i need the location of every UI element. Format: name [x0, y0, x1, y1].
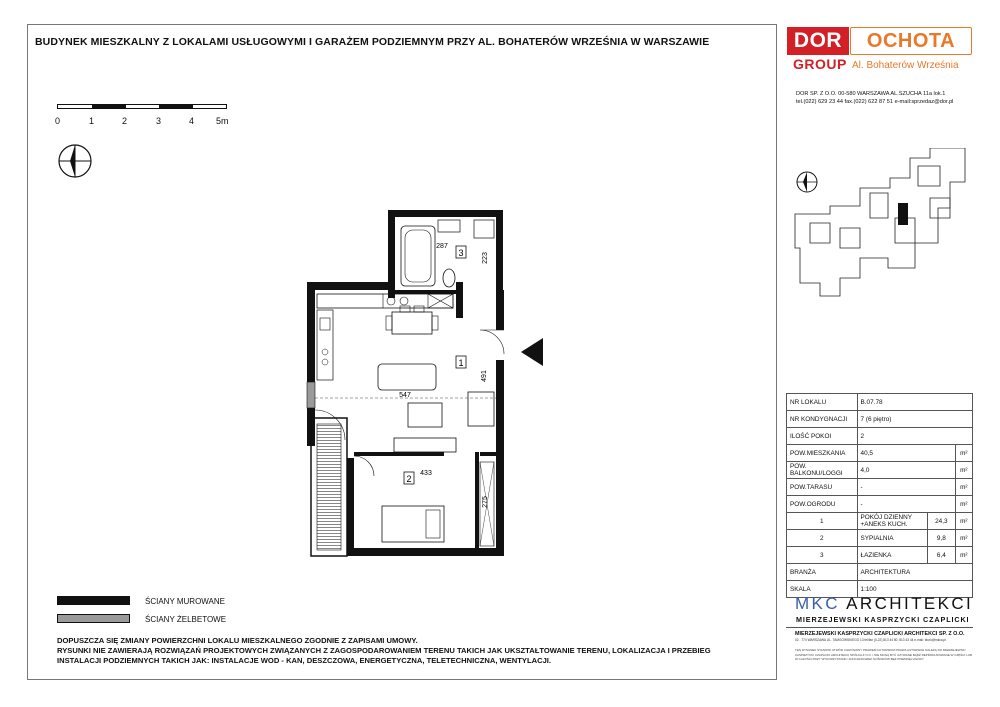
scale-label: 4	[189, 116, 195, 126]
entrance-door	[480, 330, 504, 354]
table-cell-room-area: 6,4	[928, 547, 956, 564]
architect-logo-architekci: ARCHITEKCI	[846, 594, 974, 613]
table-cell-room-area: 9,8	[928, 530, 956, 547]
table-cell-label: POW.OGRODU	[787, 496, 858, 513]
table-row	[787, 530, 973, 547]
washbasin	[438, 220, 460, 232]
table-cell-value: B.07.78	[857, 394, 972, 411]
table-cell-room-no: 2	[787, 530, 858, 547]
drawing-title: BUDYNEK MIESZKALNY Z LOKALAMI USŁUGOWYMI I GARAŻEM PODZIEMNYM PRZY AL. BOHATERÓW WRZEŚNIA W WARSZAWIE	[35, 36, 710, 48]
floor-plan	[290, 200, 550, 580]
table-row	[787, 462, 973, 479]
armchair	[468, 392, 494, 426]
table-cell-unit: m²	[955, 547, 972, 564]
company-address: DOR SP. Z O.O. 00-580 WARSZAWA AL.SZUCHA 11a lok.1	[796, 91, 946, 97]
table-cell-value: ARCHITEKTURA	[857, 564, 972, 581]
note-line: RYSUNKI NIE ZAWIERAJĄ ROZWIĄZAŃ PROJEKTOWYCH ZWIĄZANYCH Z ZAGOSPODAROWANIEM TERENU TAKICH JAK UKSZTAŁTOWANIE TERENU, LOKALIZACJA I PRZEBIEG	[57, 646, 711, 655]
table-cell-unit: m²	[955, 513, 972, 530]
kitchen-counter	[317, 294, 453, 308]
note-line: DOPUSZCZA SIĘ ZMIANY POWIERZCHNI LOKALU MIESZKALNEGO ZGODNIE Z ZAPISAMI UMOWY.	[57, 636, 418, 645]
table-cell-label: NR KONDYGNACJI	[787, 411, 858, 428]
logo-street: Al. Bohaterów Września	[852, 60, 959, 71]
dimension-label: 491	[481, 370, 488, 382]
cabinet	[474, 220, 494, 238]
company-info	[796, 90, 953, 106]
legend-concrete-label: ŚCIANY ŻELBETOWE	[145, 615, 227, 624]
table-cell-unit: m²	[955, 479, 972, 496]
table-cell-value: -	[857, 496, 955, 513]
toilet	[443, 269, 455, 287]
unit-info-table	[786, 393, 973, 598]
table-cell-room-no: 1	[787, 513, 858, 530]
dimension-label: 433	[420, 470, 432, 477]
table-row	[787, 547, 973, 564]
divider	[786, 627, 973, 628]
room-number: 2	[406, 474, 412, 484]
scale-label: 3	[156, 116, 162, 126]
room-number: 3	[458, 248, 464, 258]
bed	[382, 506, 444, 542]
table-cell-label: POW. BALKONU/LOGGI	[787, 462, 858, 479]
table-cell-label: NR LOKALU	[787, 394, 858, 411]
dimension-label: 287	[436, 243, 448, 250]
interior-walls	[354, 282, 496, 548]
scale-label: 5m	[216, 116, 229, 126]
table-row	[787, 564, 973, 581]
dimension-label: 547	[399, 392, 411, 399]
dining-table	[386, 306, 438, 334]
architect-copyright: TEN RYSUNEK STANOWI UTWÓR CHRONIONY PRAWEM AUTORSKIM PRAWA AUTORSKIE NALEŻĄ DO MIERZEJEWSKI KASPRZYCKI CZAPLICKI ARCHITEKCI SPÓŁKA Z O.O. I NIE MOGĄ BYĆ UŻYWANE BĄDŹ REPRODUKOWANE W CZĘŚCI LUB W CAŁOŚCI PRZY WYKORZYSTANIU JAKICHKOLWIEK NOŚNIKÓW BEZ PISEMNEJ ZGODY	[795, 648, 972, 661]
scale-bar-segment	[159, 105, 193, 108]
entrance-arrow-icon	[521, 338, 543, 366]
legend-masonry-label: ŚCIANY MUROWANE	[145, 597, 226, 606]
note-line: INSTALACJI PODZIEMNYCH TAKICH JAK: INSTALACJE WOD - KAN, DESZCZOWA, ENERGETYCZNA, TELETECHNICZNA, WENTYLACJI.	[57, 656, 552, 665]
architect-firm: MIERZEJEWSKI KASPRZYCKI CZAPLICKI ARCHITEKCI SP. Z O.O.	[795, 631, 965, 637]
logo-dor: DOR	[787, 27, 849, 55]
table-cell-unit: m²	[955, 462, 972, 479]
table-cell-label: SKALA	[787, 581, 858, 598]
table-cell-value: 2	[857, 428, 972, 445]
site-plan-unit-marker	[898, 203, 908, 225]
architect-logo-mkc: MKC	[795, 594, 840, 613]
table-cell-value: 1:100	[857, 581, 972, 598]
scale-bar	[57, 104, 227, 109]
logo-ochota: OCHOTA	[850, 27, 972, 55]
table-cell-room-no: 3	[787, 547, 858, 564]
table-cell-unit: m²	[955, 530, 972, 547]
table-row	[787, 445, 973, 462]
architect-logo	[795, 594, 973, 614]
scale-label: 2	[122, 116, 128, 126]
legend-masonry-swatch	[57, 596, 130, 605]
logo-group: GROUP	[793, 56, 847, 72]
architect-subtitle: MIERZEJEWSKI KASPRZYCKI CZAPLICKI	[796, 615, 970, 624]
kitchen-side	[317, 310, 333, 380]
table-cell-room-area: 24,3	[928, 513, 956, 530]
pillow	[426, 510, 440, 538]
dimension-label: 275	[482, 496, 489, 508]
scale-label: 1	[89, 116, 95, 126]
table-cell-value: 7 (6 piętro)	[857, 411, 972, 428]
table-cell-unit: m²	[955, 496, 972, 513]
notes	[57, 636, 757, 666]
tv-cabinet	[394, 438, 456, 452]
table-row	[787, 411, 973, 428]
coffee-table	[408, 403, 442, 427]
legend-concrete-swatch	[57, 614, 130, 623]
site-plan	[790, 148, 970, 298]
balcony	[311, 418, 347, 556]
room-number: 1	[458, 358, 464, 368]
north-arrow-icon	[56, 142, 94, 180]
table-cell-room-name: SYPIALNIA	[857, 530, 928, 547]
architect-address: 02 - 774 WARSZAWA UL. TAMGOWSKIEGO 13 tel/fax (0-22) 813 44 80, 813 43 44 e-mail: biuro@mkca.pl	[795, 638, 947, 642]
table-cell-label: BRANŻA	[787, 564, 858, 581]
table-row	[787, 496, 973, 513]
sofa	[378, 364, 436, 390]
table-cell-value: -	[857, 479, 955, 496]
scale-label: 0	[55, 116, 61, 126]
table-row	[787, 394, 973, 411]
table-cell-unit: m²	[955, 445, 972, 462]
table-row	[787, 428, 973, 445]
table-cell-label: POW.MIESZKANIA	[787, 445, 858, 462]
table-cell-label: ILOŚĆ POKOI	[787, 428, 858, 445]
company-contact: tel.(022) 629 23 44 fax.(022) 622 87 51 e-mail:sprzedaz@dor.pl	[796, 99, 954, 105]
table-cell-value: 4,0	[857, 462, 955, 479]
bedroom-door	[354, 456, 374, 476]
table-row	[787, 479, 973, 496]
scale-bar-segment	[92, 105, 126, 108]
table-row	[787, 513, 973, 530]
table-cell-room-name: ŁAZIENKA	[857, 547, 928, 564]
table-cell-label: POW.TARASU	[787, 479, 858, 496]
table-cell-value: 40,5	[857, 445, 955, 462]
dimension-label: 223	[482, 252, 489, 264]
table-cell-room-name: POKÓJ DZIENNY +ANEKS KUCH.	[857, 513, 928, 530]
bathtub	[401, 226, 435, 286]
